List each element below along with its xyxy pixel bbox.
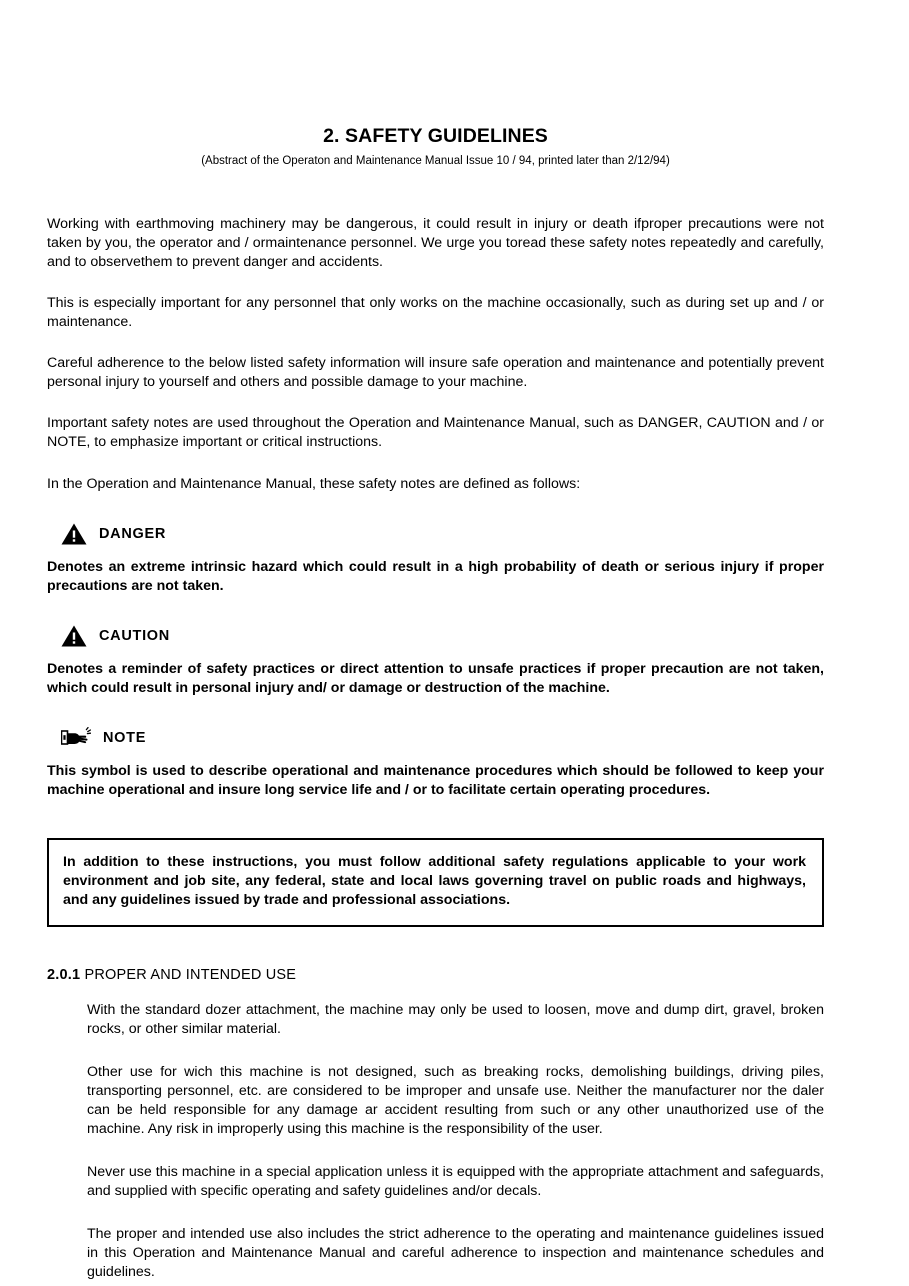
safety-note-caution-label: CAUTION bbox=[99, 627, 170, 644]
intro-paragraph-1: Working with earthmoving machinery may be dangerous, it could result in injury or death ifproper precautions were not taken by you, the operator and / ormaintenance personnel. We urge you toread these safety notes repeatedly and carefully, and to observethem to prevent danger and accidents. bbox=[47, 216, 824, 271]
section-paragraph-3: Never use this machine in a special application unless it is equipped with the appropriate attachment and safeguards, and supplied with specific operating and safety guidelines and/or decals. bbox=[87, 1163, 824, 1199]
safety-note-danger bbox=[47, 494, 824, 596]
intro-paragraph-3: Careful adherence to the below listed safety information will insure safe operation and maintenance and potentially prevent personal injury to yourself and others and possible damage to your machine. bbox=[47, 355, 824, 391]
safety-note-note-label: NOTE bbox=[103, 729, 147, 746]
section-heading bbox=[47, 927, 824, 983]
section-name: PROPER AND INTENDED USE bbox=[84, 966, 297, 983]
intro-paragraph-2: This is especially important for any personnel that only works on the machine occasionally, such as during set up and / or maintenance. bbox=[47, 295, 824, 331]
safety-note-note bbox=[47, 698, 824, 800]
safety-note-caution-header bbox=[47, 624, 824, 648]
safety-note-danger-body: Denotes an extreme intrinsic hazard which could result in a high probability of death or serious injury if proper precautions are not taken. bbox=[47, 558, 824, 594]
section-body bbox=[47, 983, 824, 1282]
safety-note-caution bbox=[47, 596, 824, 698]
section-paragraph-1: With the standard dozer attachment, the machine may only be used to loosen, move and dump dirt, gravel, broken rocks, or other similar material. bbox=[87, 1001, 824, 1037]
warning-triangle-icon bbox=[61, 625, 87, 647]
callout-text: In addition to these instructions, you must follow additional safety regulations applicable to your work environment and job site, any federal, state and local laws governing travel on public roads and highways, and any guidelines issued by trade and professional associations. bbox=[63, 853, 806, 909]
page-subtitle: (Abstract of the Operaton and Maintenance Manual Issue 10 / 94, printed later than 2/12/94) bbox=[201, 155, 670, 168]
safety-note-note-header bbox=[47, 726, 824, 750]
warning-triangle-icon bbox=[61, 523, 87, 545]
intro-paragraph-5: In the Operation and Maintenance Manual, these safety notes are defined as follows: bbox=[47, 475, 581, 492]
safety-note-danger-label: DANGER bbox=[99, 525, 167, 542]
pointing-hand-icon bbox=[61, 727, 91, 749]
section-paragraph-2: Other use for wich this machine is not designed, such as breaking rocks, demolishing buildings, driving piles, transporting personnel, etc. are considered to be improper and unsafe use. Neither the manufacturer nor the daler can be held responsible for any damage ar accident resulting from such or any other unauthorized use of the machine. Any risk in improperly using this machine is the responsibility of the user. bbox=[87, 1063, 824, 1137]
page-title: 2. SAFETY GUIDELINES bbox=[323, 125, 548, 147]
intro-paragraph-4: Important safety notes are used throughout the Operation and Maintenance Manual, such as DANGER, CAUTION and / or NOTE, to emphasize important or critical instructions. bbox=[47, 415, 824, 451]
section-number: 2.0.1 bbox=[47, 966, 81, 983]
safety-note-danger-header bbox=[47, 522, 824, 546]
safety-note-note-body: This symbol is used to describe operational and maintenance procedures which should be followed to keep your machine operational and insure long service life and / or to facilitate certain operating procedures. bbox=[47, 762, 824, 798]
content-column bbox=[47, 0, 824, 1282]
safety-note-caution-body: Denotes a reminder of safety practices or direct attention to unsafe practices if proper precaution are not taken, which could result in personal injury and/ or damage or destruction of the machine. bbox=[47, 660, 824, 696]
section-paragraph-4: The proper and intended use also includes the strict adherence to the operating and maintenance guidelines issued in this Operation and Maintenance Manual and careful adherence to inspection and maintenance schedules and guidelines. bbox=[87, 1225, 824, 1280]
callout-box bbox=[47, 838, 824, 927]
